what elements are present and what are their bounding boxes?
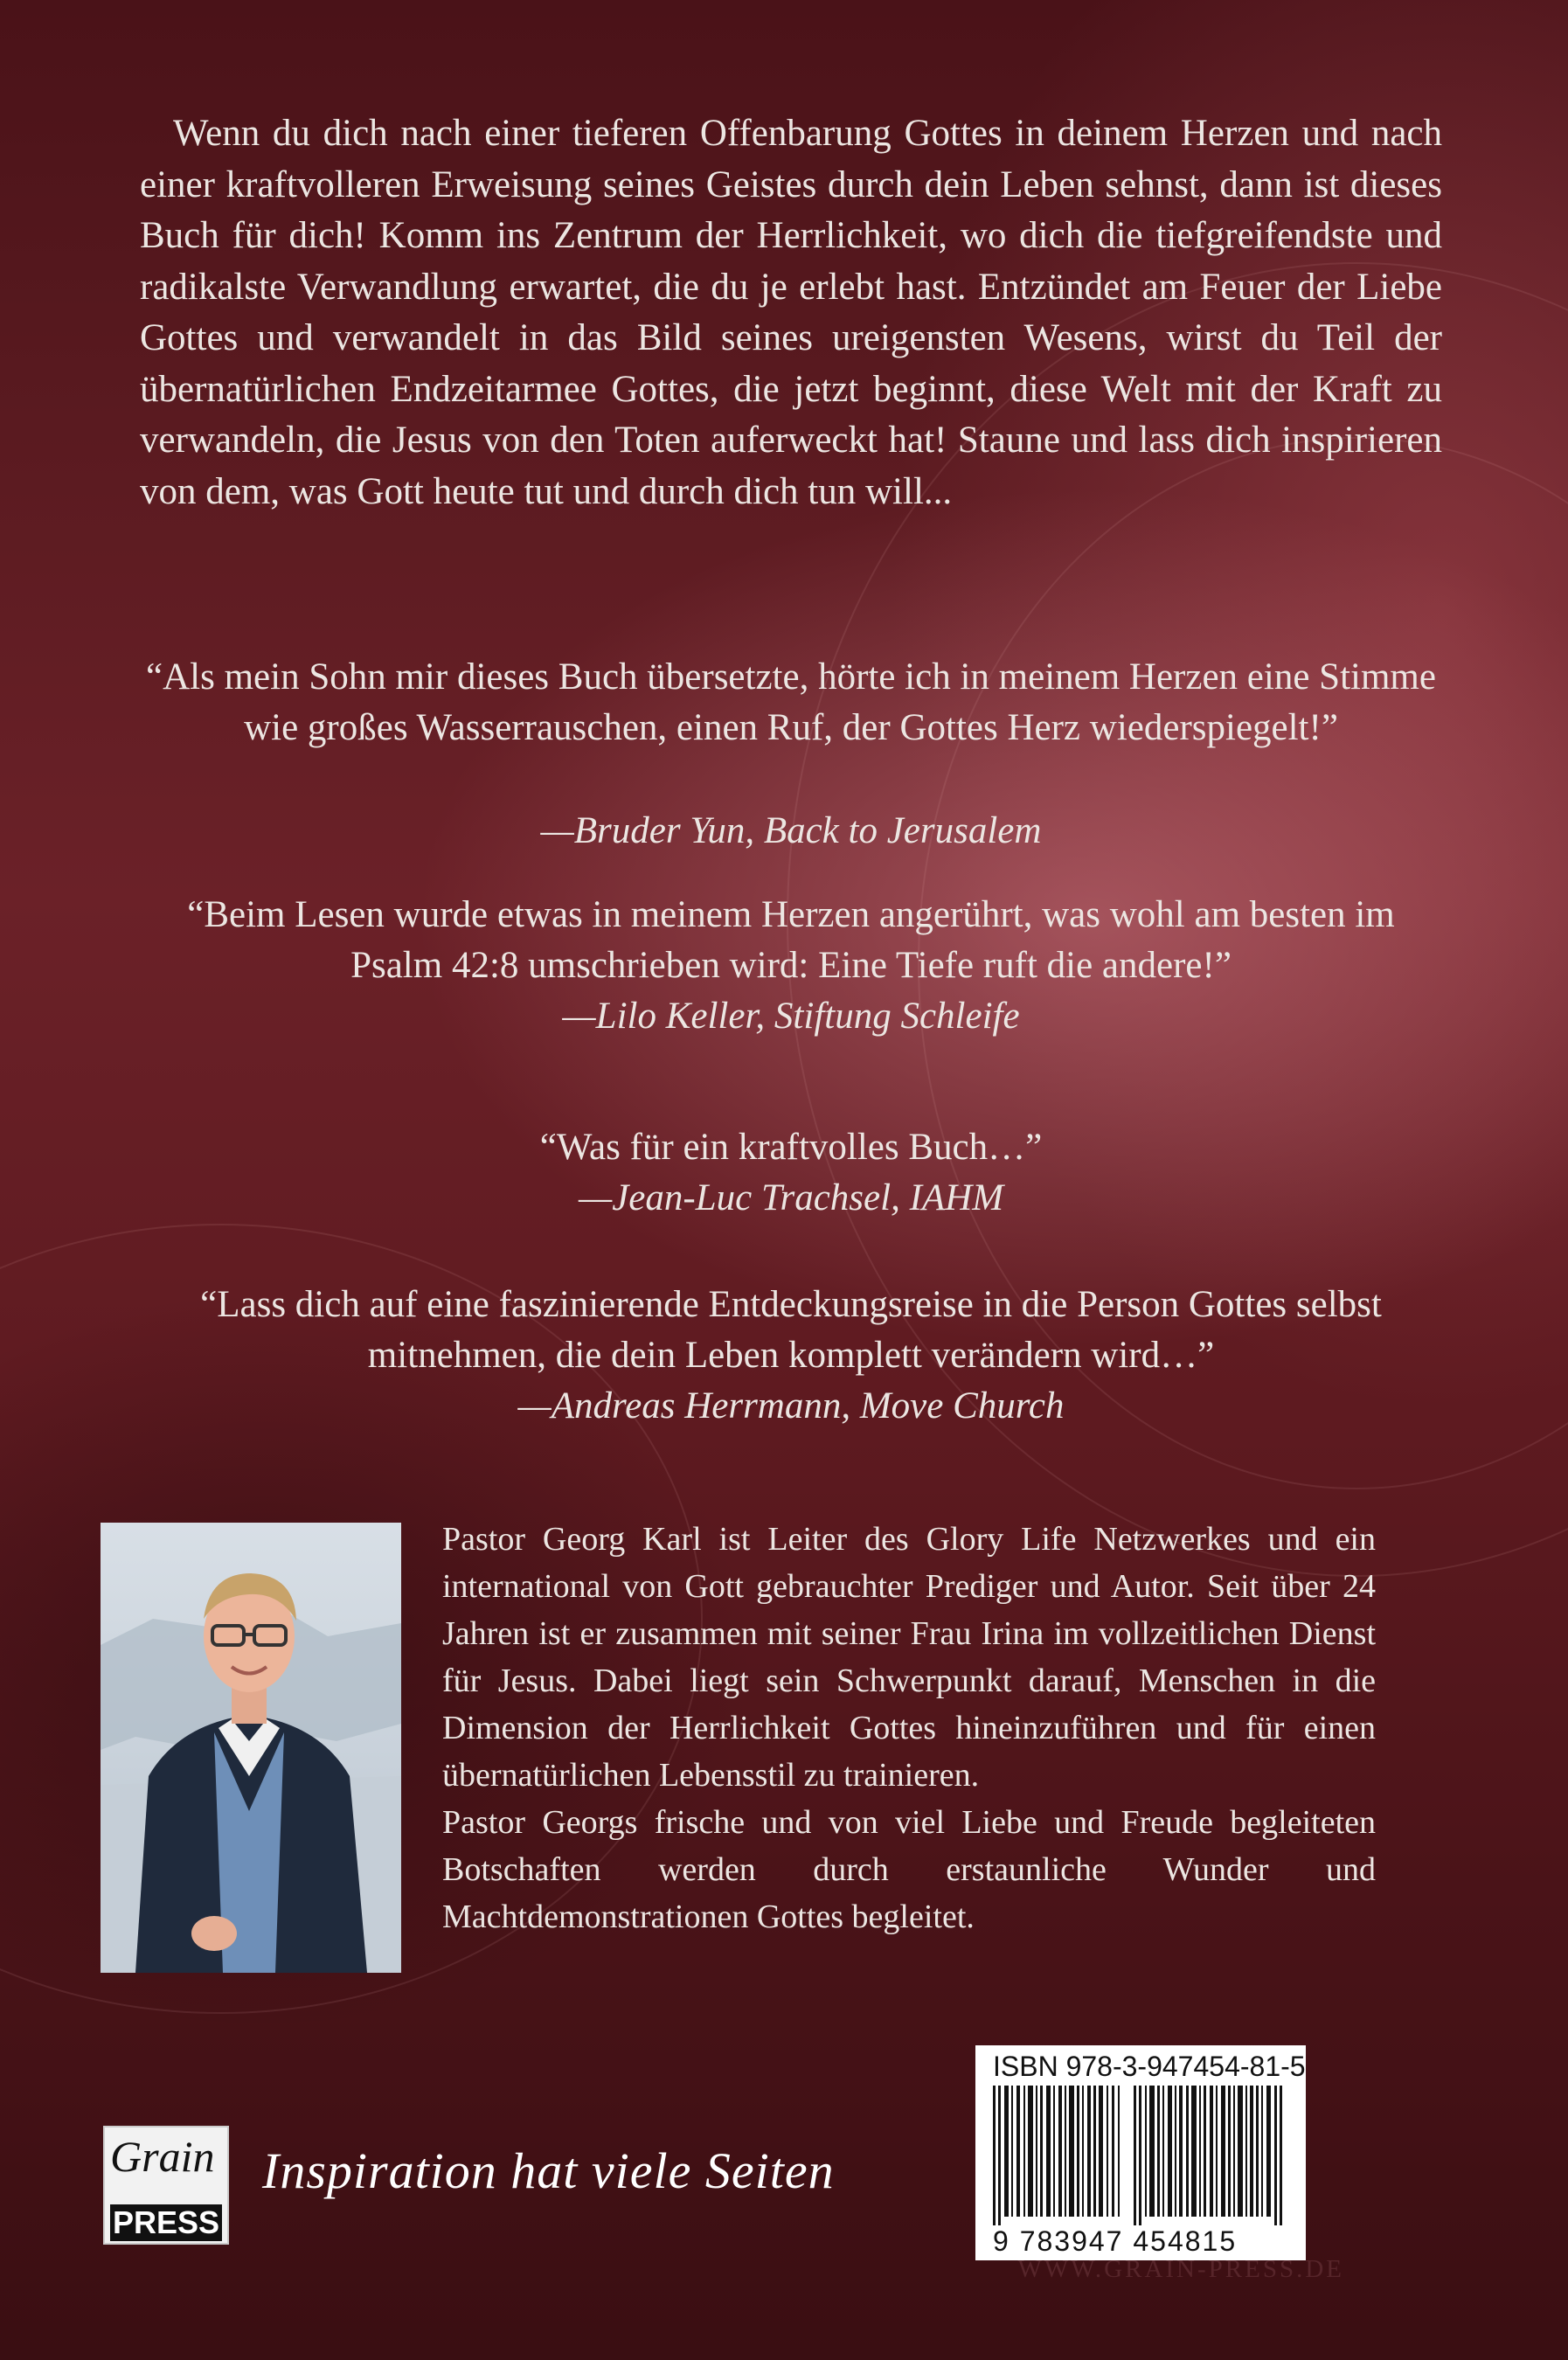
barcode-digits: 9 783947 454815 bbox=[993, 2225, 1238, 2257]
publisher-logo bbox=[103, 2126, 229, 2245]
publisher-logo-press: PRESS bbox=[110, 2204, 222, 2241]
endorsement-attribution: —Bruder Yun, Back to Jerusalem bbox=[540, 810, 1042, 851]
barcode-bars bbox=[975, 2086, 1306, 2225]
publisher-logo-grain: Grain bbox=[110, 2132, 215, 2181]
author-portrait-illustration bbox=[101, 1523, 401, 1973]
endorsement-quote: “Was für ein kraftvolles Buch…” bbox=[539, 1127, 1043, 1168]
description-paragraph: Wenn du dich nach einer tieferen Offenbarung Gottes in deinem Herzen und nach einer kraftvolleren Erweisung seines Geistes durch dein Leben sehnst, dann ist dieses Buch für dich! Komm ins Zentrum der Herrlichkeit, wo dich die tiefgreifendste und radikalste Verwandlung erwartet, die du je erlebt hast. Entzündet am Feuer der Liebe Gottes und verwandelt in das Bild seines ureigensten Wesens, wirst du Teil der übernatürlichen Endzeitarmee Gottes, die jetzt beginnt, diese Welt mit der Kraft zu verwandeln, die Jesus von den Toten auferweckt hat! Staune und lass dich inspirieren von dem, was Gott heute tut und durch dich tun will... bbox=[140, 113, 1442, 512]
endorsement-attribution: —Lilo Keller, Stiftung Schleife bbox=[562, 996, 1020, 1037]
publisher-slogan: Inspiration hat viele Seiten bbox=[262, 2142, 835, 2199]
endorsement-quote: “Beim Lesen wurde etwas in meinem Herzen angerührt, was wohl am besten im Psalm 42:8 umschrieben wird: Eine Tiefe ruft die andere!” bbox=[187, 894, 1395, 986]
endorsement-quote: “Als mein Sohn mir dieses Buch übersetzte, hörte ich in meinem Herzen eine Stimme wie großes Wasserrauschen, einen Ruf, der Gottes Herz wiederspiegelt!” bbox=[146, 656, 1436, 748]
isbn-label: ISBN 978-3-947454-81-5 bbox=[993, 2051, 1306, 2082]
author-bio-paragraph: Pastor Georgs frische und von viel Liebe und Freude begleiteten Botschaften werden durch erstaunliche Wunder und Machtdemonstrationen Gottes begleitet. bbox=[442, 1804, 1376, 1935]
author-bio bbox=[442, 1516, 1376, 1940]
endorsement-quote: “Lass dich auf eine faszinierende Entdeckungsreise in die Person Gottes selbst mitnehmen, die dein Leben komplett verändern wird…” bbox=[200, 1284, 1382, 1376]
endorsement-attribution: —Andreas Herrmann, Move Church bbox=[517, 1385, 1065, 1426]
publisher-website[interactable]: WWW.GRAIN-PRESS.DE bbox=[1017, 2255, 1344, 2283]
author-bio-paragraph: Pastor Georg Karl ist Leiter des Glory Life Netzwerkes und ein international von Gott gebrauchter Prediger und Autor. Seit über 24 Jahren ist er zusammen mit seiner Frau Irina im vollzeitlichen Dienst für Jesus. Dabei liegt sein Schwerpunkt darauf, Menschen in die Dimension der Herrlichkeit Gottes hineinzuführen und für einen übernatürlichen Lebensstil zu trainieren. bbox=[442, 1521, 1376, 1794]
endorsement-attribution: —Jean-Luc Trachsel, IAHM bbox=[578, 1177, 1004, 1218]
isbn-barcode bbox=[975, 2045, 1306, 2260]
author-photo bbox=[101, 1523, 401, 1973]
